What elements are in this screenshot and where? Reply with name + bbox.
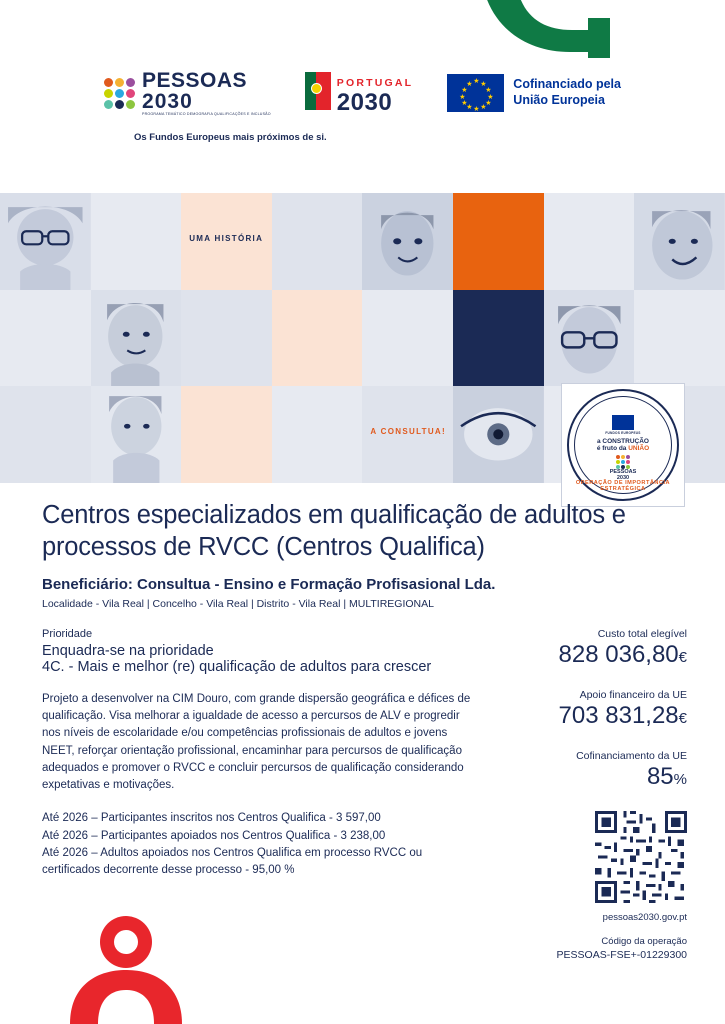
financial-label: Custo total elegível: [597, 627, 687, 640]
mosaic-photo: [91, 386, 182, 483]
mosaic-label-consultua: A CONSULTUA!: [370, 426, 446, 436]
mosaic-tile-label: [362, 386, 453, 483]
priority-label: Prioridade: [42, 627, 93, 640]
mosaic-photo: [0, 193, 91, 290]
seal-eu-flag-icon: [612, 415, 634, 430]
financial-eu-support: [472, 689, 687, 730]
financial-total-cost: [472, 628, 687, 669]
mosaic-photo: [91, 290, 182, 387]
financial-value: 828 036,80€: [558, 640, 687, 668]
pessoas-logo-line2: 2030: [142, 89, 193, 113]
qr-code[interactable]: [595, 811, 687, 903]
left-column: [42, 628, 472, 961]
financial-value: 85%: [646, 762, 687, 790]
project-targets: [42, 810, 472, 879]
mosaic-tile: [91, 193, 182, 290]
target-item: Até 2026 – Participantes inscritos nos Centros Qualifica - 3 597,00: [42, 812, 381, 825]
seal-line1: a CONSTRUÇÃO: [596, 438, 649, 445]
mosaic-label-story: UMA HISTÓRIA: [189, 233, 264, 243]
financial-value: 703 831,28€: [558, 701, 687, 729]
eu-flag-icon: ★ ★ ★ ★ ★ ★ ★ ★ ★ ★ ★ ★: [447, 74, 504, 112]
qr-caption[interactable]: pessoas2030.gov.pt: [602, 911, 687, 923]
mosaic-photo: [544, 290, 635, 387]
seal-line2: é fruto da UNIÃO: [596, 445, 650, 452]
seal-brand: PESSOAS: [609, 469, 637, 475]
mosaic-photo: [362, 193, 453, 290]
portugal-2030-logo: [305, 72, 414, 115]
portugal-flag-icon: [305, 72, 331, 110]
eu-logo-line2: União Europeia: [513, 93, 605, 107]
priority-line2: 4C. - Mais e melhor (re) qualificação de adultos para crescer: [42, 658, 432, 675]
mosaic-tile: [272, 386, 363, 483]
portugal-logo-line2: 2030: [336, 88, 393, 116]
financial-label: Cofinanciamento da UE: [576, 749, 687, 762]
mosaic-tile: [272, 193, 363, 290]
mosaic-tile: [544, 193, 635, 290]
financial-label: Apoio financeiro da UE: [579, 688, 687, 701]
mosaic-tile-label: [181, 193, 272, 290]
target-item: Até 2026 – Adultos apoiados nos Centros Qualifica em processo RVCC ou certificados decorrente desse processo - 95,00 %: [42, 846, 423, 876]
pessoas-logo-line3: PROGRAMA TEMÁTICO DEMOGRAFIA QUALIFICAÇÕES E INCLUSÃO: [142, 111, 271, 116]
mosaic-photo: [453, 386, 544, 483]
beneficiary-line: Beneficiário: Consultua - Ensino e Formação Profisasional Lda.: [42, 575, 496, 593]
project-content: [42, 500, 687, 961]
mosaic-tile: [362, 290, 453, 387]
mosaic-tile: [0, 386, 91, 483]
operation-code-value: PESSOAS-FSE+-01229300: [556, 948, 687, 961]
target-item: Até 2026 – Participantes apoiados nos Centros Qualifica - 3 238,00: [42, 829, 386, 842]
mosaic-tile: [634, 290, 725, 387]
eu-logo-line1: Cofinanciado pela: [513, 77, 621, 92]
pessoas-logo-line1: PESSOAS: [142, 68, 248, 92]
strategic-operation-seal: [561, 383, 685, 507]
operation-code-label: Código da operação: [601, 935, 687, 947]
financial-eu-rate: [472, 750, 687, 791]
mosaic-tile: [0, 290, 91, 387]
priority-line1: Enquadra-se na prioridade: [42, 642, 214, 659]
tagline: Os Fundos Europeus mais próximos de si.: [134, 132, 327, 143]
mosaic-tile: [181, 386, 272, 483]
red-person-decoration: [40, 914, 240, 1024]
mosaic-tile: [453, 290, 544, 387]
pessoas-dots-icon: [104, 78, 135, 109]
page-title: Centros especializados em qualificação de adultos e processos de RVCC (Centros Qualifica): [42, 501, 626, 561]
mosaic-tile: [272, 290, 363, 387]
green-swoosh-decoration: [480, 0, 630, 60]
seal-arc-text: OPERAÇÃO DE IMPORTÂNCIA ESTRATÉGICA: [575, 480, 671, 492]
pessoas-2030-logo: [104, 70, 271, 117]
seal-fundos-label: FUNDOS EUROPEUS: [605, 431, 641, 435]
project-description: Projeto a desenvolver na CIM Douro, com grande dispersão geográfica e défices de qualificação. Visa melhorar a igualdade de acesso a percursos de ALV e progredir nos níveis de escolaridade e/ou competências profissionais de adultos e jovens NEET, reforçar orientação profissional, encaminhar para percursos de qualificação adequados e promover o RVCC e concluir percursos de qualificação considerando expetativas e motivações.: [42, 692, 471, 791]
seal-brand2: 2030: [616, 475, 630, 481]
right-column: [472, 628, 687, 961]
portugal-logo-line1: PORTUGAL: [336, 76, 414, 89]
mosaic-tile: [181, 290, 272, 387]
locality-line: Localidade - Vila Real | Concelho - Vila Real | Distrito - Vila Real | MULTIREGIONAL: [42, 597, 434, 610]
mosaic-photo: [634, 193, 725, 290]
logo-bar: [0, 62, 725, 124]
eu-cofinancing-logo: [447, 74, 621, 112]
mosaic-tile: [453, 193, 544, 290]
